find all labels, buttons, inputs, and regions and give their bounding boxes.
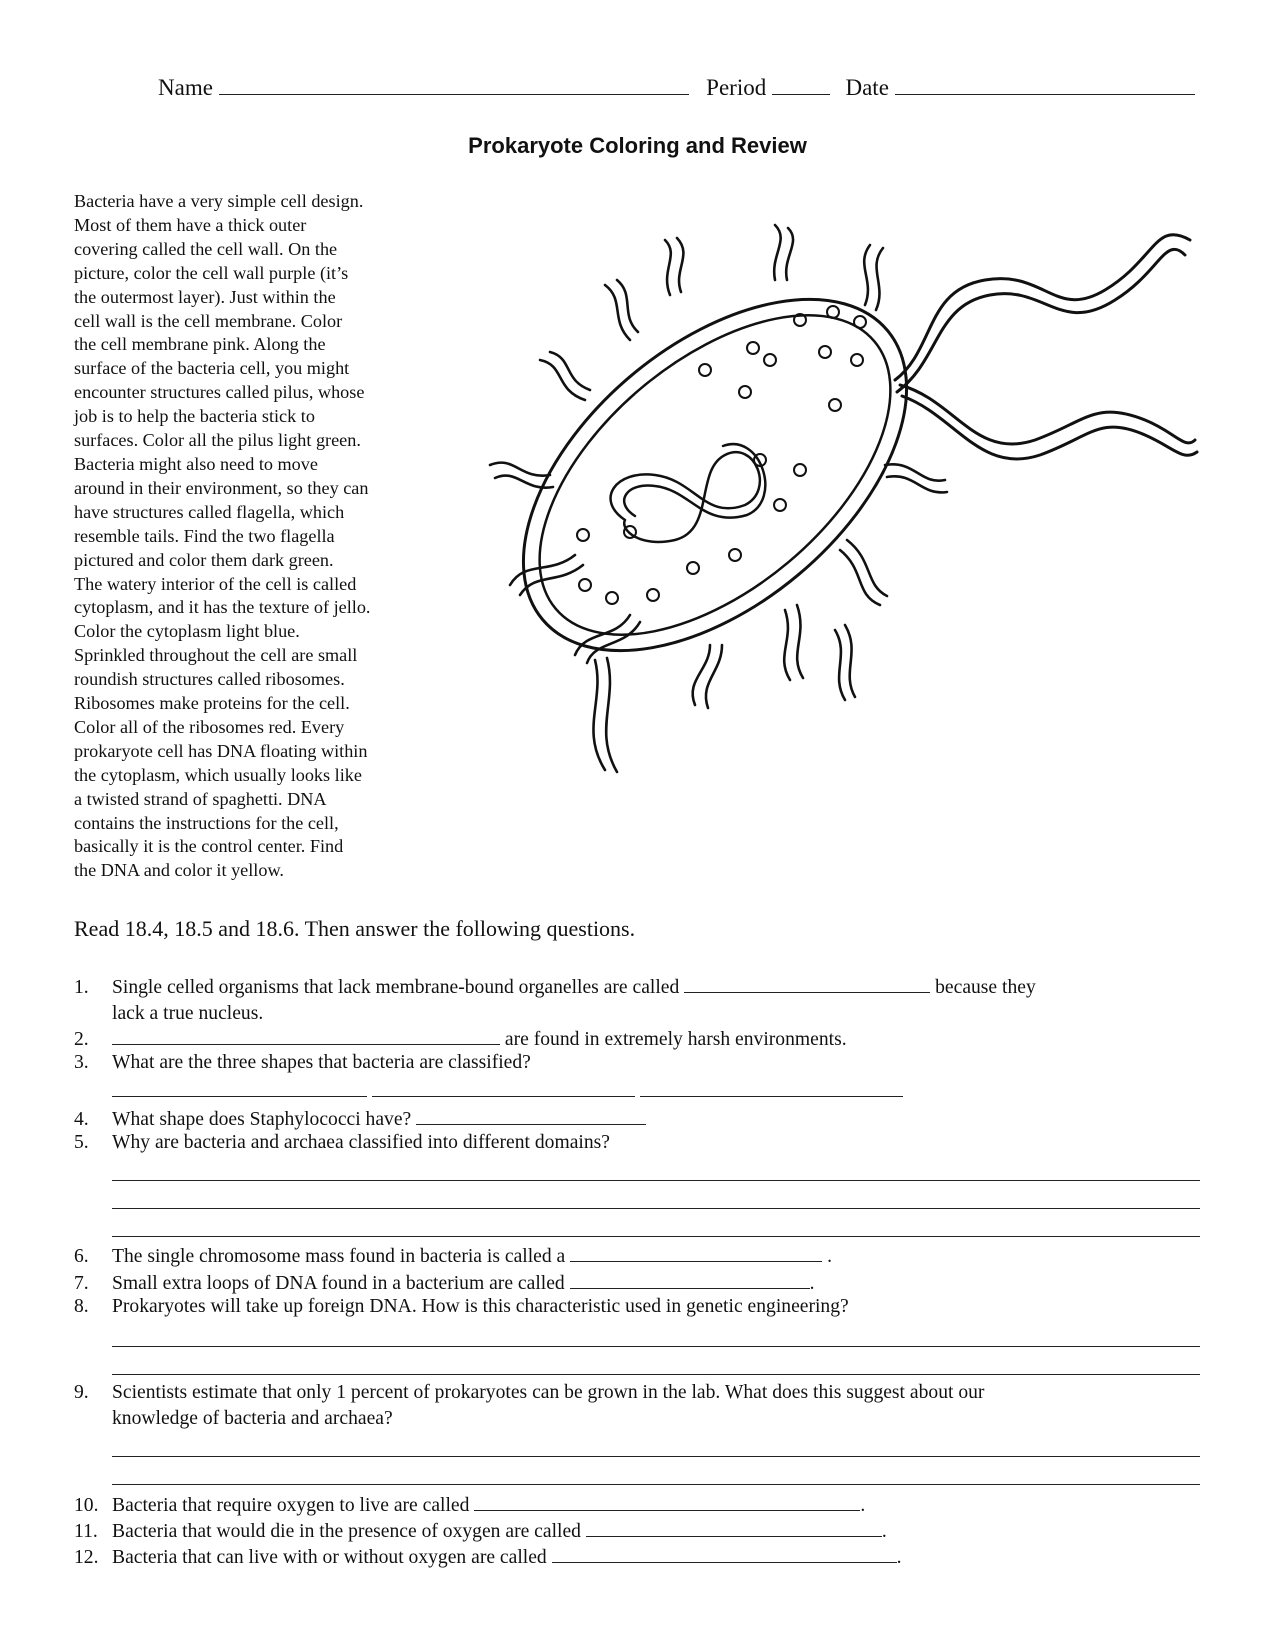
pili: [490, 225, 947, 772]
answer-blank[interactable]: [552, 1542, 897, 1563]
intro-line: job is to help the bacteria stick to: [74, 406, 315, 427]
question-number: 11.: [74, 1521, 98, 1542]
question-number: 3.: [74, 1052, 89, 1073]
question-text: What shape does Staphylococci have?: [112, 1109, 412, 1130]
intro-line: pictured and color them dark green.: [74, 549, 334, 570]
question-number: 1.: [74, 977, 89, 998]
answer-blank[interactable]: [372, 1076, 635, 1097]
question-12: [74, 1542, 902, 1571]
question-text: Bacteria that would die in the presence of oxygen are called: [112, 1521, 581, 1542]
answer-blank[interactable]: [112, 1024, 500, 1045]
name-label: Name: [158, 75, 213, 100]
answer-line[interactable]: [112, 1180, 1200, 1181]
question-10: [74, 1490, 865, 1519]
intro-line: cytoplasm, and it has the texture of jello.: [74, 597, 371, 618]
question-text: Scientists estimate that only 1 percent of prokaryotes can be grown in the lab. What does this suggest about our: [112, 1382, 985, 1403]
intro-line: surfaces. Color all the pilus light green.: [74, 430, 361, 451]
question-text: Single celled organisms that lack membrane-bound organelles are called: [112, 977, 680, 998]
answer-line[interactable]: [112, 1208, 1200, 1209]
question-8: [74, 1294, 849, 1320]
intro-line: the cytoplasm, which usually looks like: [74, 764, 362, 785]
intro-line: The watery interior of the cell is called: [74, 573, 357, 594]
intro-line: the outermost layer). Just within the: [74, 286, 336, 307]
intro-line: Color the cytoplasm light blue.: [74, 621, 300, 642]
question-number: 2.: [74, 1029, 89, 1050]
ribosomes: [577, 306, 866, 604]
question-2: [74, 1024, 847, 1053]
intro-line: Color all of the ribosomes red. Every: [74, 716, 345, 737]
intro-line: resemble tails. Find the two flagella: [74, 525, 335, 546]
date-blank[interactable]: [895, 74, 1195, 95]
question-number: 4.: [74, 1109, 89, 1130]
intro-line: covering called the cell wall. On the: [74, 238, 338, 259]
question-1: [74, 972, 1036, 1027]
intro-line: cell wall is the cell membrane. Color: [74, 310, 343, 331]
student-info-header: [158, 74, 1195, 101]
shape-answer-blanks: [74, 1076, 903, 1102]
question-4: [74, 1104, 646, 1133]
answer-blank[interactable]: [416, 1104, 646, 1125]
question-number: 12.: [74, 1547, 99, 1568]
intro-line: the cell membrane pink. Along the: [74, 334, 326, 355]
question-text: .: [809, 1273, 815, 1294]
question-text: Small extra loops of DNA found in a bacterium are called: [112, 1273, 565, 1294]
answer-blank[interactable]: [570, 1241, 822, 1262]
answer-line[interactable]: [112, 1484, 1200, 1485]
question-text: Why are bacteria and archaea classified into different domains?: [112, 1132, 610, 1153]
period-blank[interactable]: [772, 74, 830, 95]
question-number: 6.: [74, 1246, 89, 1267]
flagella: [895, 235, 1197, 459]
intro-line: Ribosomes make proteins for the cell.: [74, 693, 350, 714]
question-text: because they: [935, 977, 1036, 998]
intro-line: the DNA and color it yellow.: [74, 860, 284, 881]
answer-line[interactable]: [112, 1374, 1200, 1375]
answer-line[interactable]: [112, 1346, 1200, 1347]
intro-line: Bacteria have a very simple cell design.: [74, 191, 364, 211]
question-5: [74, 1130, 610, 1156]
answer-blank[interactable]: [640, 1076, 903, 1097]
intro-line: a twisted strand of spaghetti. DNA: [74, 788, 327, 809]
intro-line: have structures called flagella, which: [74, 501, 345, 522]
answer-blank[interactable]: [570, 1268, 810, 1289]
question-text: .: [827, 1246, 832, 1267]
intro-line: contains the instructions for the cell,: [74, 812, 339, 833]
intro-line: encounter structures called pilus, whose: [74, 382, 365, 403]
intro-line: Sprinkled throughout the cell are small: [74, 645, 358, 666]
worksheet-title: Prokaryote Coloring and Review: [468, 133, 807, 158]
question-text: Prokaryotes will take up foreign DNA. How is this characteristic used in genetic engineering?: [112, 1296, 849, 1317]
question-number: 9.: [74, 1382, 89, 1403]
intro-line: roundish structures called ribosomes.: [74, 669, 345, 690]
question-text: What are the three shapes that bacteria are classified?: [112, 1052, 531, 1073]
period-label: Period: [706, 75, 767, 100]
question-6: [74, 1241, 832, 1270]
intro-line: picture, color the cell wall purple (it’s: [74, 262, 349, 283]
question-text: Bacteria that require oxygen to live are called: [112, 1495, 470, 1516]
question-7: [74, 1268, 815, 1297]
intro-line: prokaryote cell has DNA floating within: [74, 740, 368, 761]
question-number: 5.: [74, 1132, 89, 1153]
intro-line: around in their environment, so they can: [74, 477, 369, 498]
intro-line: surface of the bacteria cell, you might: [74, 358, 350, 379]
question-text-continued: lack a true nucleus.: [112, 1003, 264, 1024]
intro-line: Bacteria might also need to move: [74, 453, 318, 474]
intro-line: Most of them have a thick outer: [74, 214, 307, 235]
question-text: .: [896, 1547, 902, 1568]
name-blank[interactable]: [219, 74, 689, 95]
answer-blank[interactable]: [684, 972, 930, 993]
question-11: [74, 1516, 887, 1545]
question-text-continued: knowledge of bacteria and archaea?: [112, 1408, 393, 1429]
intro-line: basically it is the control center. Find: [74, 836, 344, 857]
question-text: The single chromosome mass found in bacteria is called a: [112, 1246, 566, 1267]
answer-line[interactable]: [112, 1236, 1200, 1237]
answer-blank[interactable]: [112, 1076, 367, 1097]
question-number: 10.: [74, 1495, 99, 1516]
question-text: .: [881, 1521, 887, 1542]
prokaryote-cell-illustration: [455, 200, 1255, 820]
date-label: Date: [845, 75, 889, 100]
question-3: [74, 1050, 903, 1102]
reading-instruction: Read 18.4, 18.5 and 18.6. Then answer the following questions.: [74, 916, 636, 941]
question-number: 7.: [74, 1273, 89, 1294]
intro-paragraph: [74, 190, 424, 883]
answer-blank[interactable]: [586, 1516, 882, 1537]
question-number: 8.: [74, 1296, 89, 1317]
question-9: [74, 1380, 984, 1432]
question-text: Bacteria that can live with or without oxygen are called: [112, 1547, 547, 1568]
answer-line[interactable]: [112, 1456, 1200, 1457]
answer-blank[interactable]: [474, 1490, 860, 1511]
question-text: are found in extremely harsh environments.: [504, 1029, 847, 1050]
question-text: .: [860, 1495, 866, 1516]
